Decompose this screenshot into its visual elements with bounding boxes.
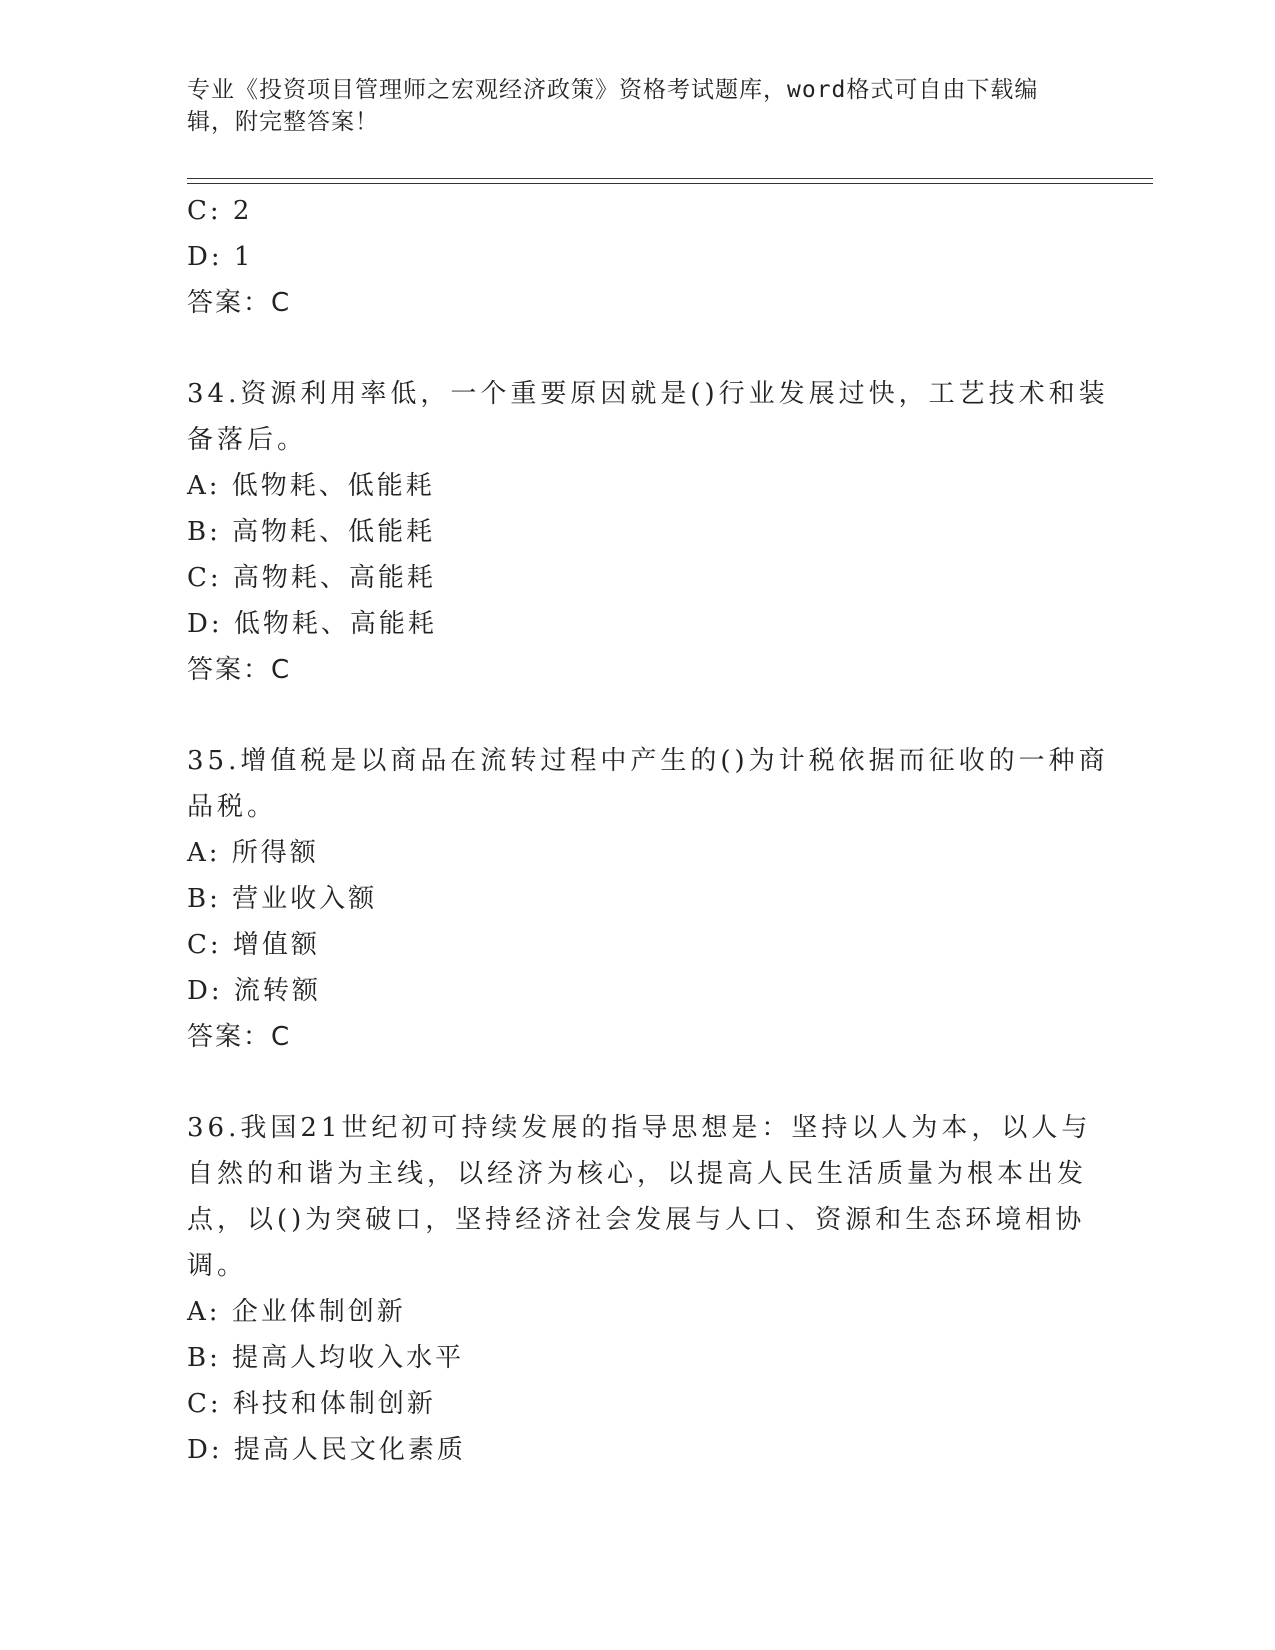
stem-line: 调。 [187, 1251, 248, 1281]
option-a: A: 低物耗、低能耗 [187, 471, 435, 501]
header-line-2: 辑，附完整答案！ [187, 109, 379, 135]
question-stem [187, 371, 1109, 463]
option-c: C: 增值额 [187, 930, 320, 960]
stem-line: 备落后。 [187, 425, 308, 455]
option-d: D: 1 [187, 242, 254, 272]
question-34 [187, 371, 1109, 693]
stem-line: 35.增值税是以商品在流转过程中产生的()为计税依据而征收的一种商 [187, 746, 1109, 776]
document-header [187, 74, 1067, 138]
stem-line: 品税。 [187, 792, 278, 822]
stem-line: 点，以()为突破口，坚持经济社会发展与人口、资源和生态环境相协 [187, 1205, 1086, 1235]
header-divider-bottom [187, 183, 1153, 184]
option-a: A: 所得额 [187, 838, 319, 868]
question-35 [187, 738, 1109, 1060]
question-list [187, 188, 1109, 1473]
option-a: A: 企业体制创新 [187, 1297, 406, 1327]
option-b: B: 提高人均收入水平 [187, 1343, 465, 1373]
spacer [187, 326, 1067, 371]
answer: 答案：C [187, 655, 292, 685]
stem-line: 36.我国21世纪初可持续发展的指导思想是：坚持以人为本，以人与 [187, 1113, 1092, 1143]
option-d: D: 流转额 [187, 976, 321, 1006]
header-line-1: 专业《投资项目管理师之宏观经济政策》资格考试题库，word格式可自由下载编 [187, 77, 1039, 103]
spacer [187, 693, 1067, 738]
answer: 答案：C [187, 288, 292, 318]
option-c: C: 2 [187, 196, 253, 226]
previous-question-tail [187, 188, 1067, 326]
option-c: C: 高物耗、高能耗 [187, 563, 436, 593]
header-divider-top [187, 178, 1153, 179]
stem-line: 自然的和谐为主线，以经济为核心，以提高人民生活质量为根本出发 [187, 1159, 1088, 1189]
option-b: B: 营业收入额 [187, 884, 378, 914]
spacer [187, 1060, 1067, 1105]
question-36 [187, 1105, 1092, 1473]
option-d: D: 提高人民文化素质 [187, 1435, 466, 1465]
option-d: D: 低物耗、高能耗 [187, 609, 437, 639]
option-b: B: 高物耗、低能耗 [187, 517, 436, 547]
question-stem [187, 738, 1109, 830]
stem-line: 34.资源利用率低，一个重要原因就是()行业发展过快，工艺技术和装 [187, 379, 1109, 409]
option-c: C: 科技和体制创新 [187, 1389, 436, 1419]
question-stem [187, 1105, 1092, 1289]
answer: 答案：C [187, 1022, 292, 1052]
